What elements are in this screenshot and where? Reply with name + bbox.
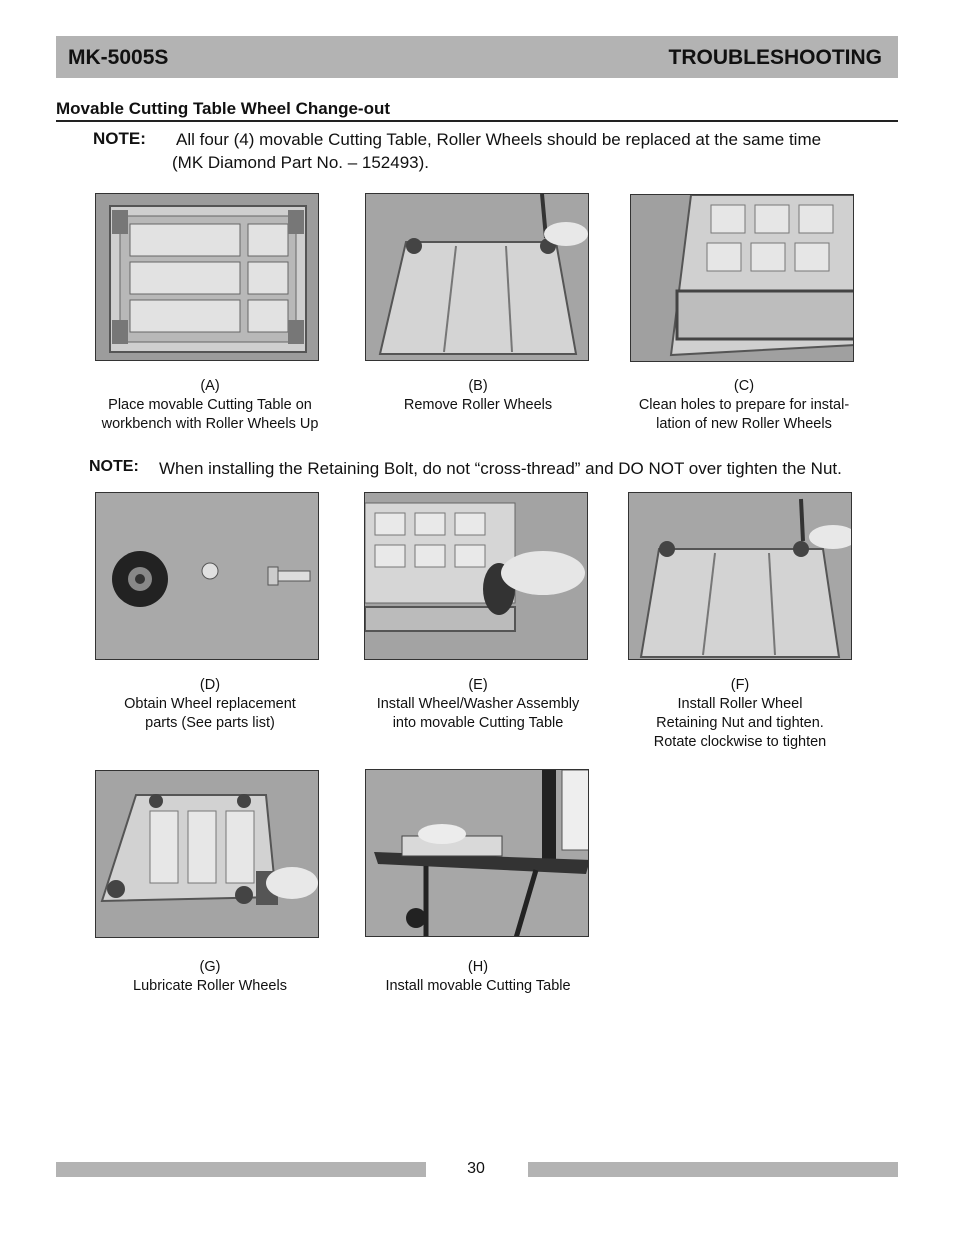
section-title: TROUBLESHOOTING	[668, 46, 882, 69]
caption-b	[348, 377, 608, 415]
caption-e	[348, 676, 608, 733]
caption-line: Remove Roller Wheels	[403, 397, 553, 413]
photo-f-tighten-nut	[628, 492, 852, 660]
step-letter: (G)	[199, 959, 221, 975]
note-line-2: (MK Diamond Part No. – 152493).	[172, 153, 430, 172]
step-letter: (H)	[467, 959, 489, 975]
caption-a	[80, 377, 340, 434]
page-header	[56, 36, 898, 78]
caption-f	[610, 676, 870, 752]
caption-line: Lubricate Roller Wheels	[133, 978, 287, 994]
model-name: MK-5005S	[68, 46, 169, 69]
note-label: NOTE:	[89, 458, 139, 475]
note-text: When installing the Retaining Bolt, do not “cross-thread” and DO NOT over tighten the Nut.	[159, 459, 842, 478]
note-label: NOTE:	[93, 129, 146, 148]
heading-rule	[56, 120, 898, 122]
step-letter: (F)	[730, 677, 750, 693]
caption-line: into movable Cutting Table	[392, 715, 564, 731]
footer-bar-left	[56, 1162, 426, 1177]
subsection-heading: Movable Cutting Table Wheel Change-out	[56, 99, 391, 118]
step-letter: (D)	[199, 677, 221, 693]
caption-line: Retaining Nut and tighten.	[656, 715, 824, 731]
caption-c	[614, 377, 874, 434]
caption-line: Clean holes to prepare for instal-	[638, 397, 850, 413]
photo-e-install-wheel	[364, 492, 588, 660]
caption-h	[348, 958, 608, 996]
caption-line: lation of new Roller Wheels	[656, 416, 832, 432]
footer-bar-right	[528, 1162, 898, 1177]
caption-line: Place movable Cutting Table on	[108, 397, 312, 413]
step-letter: (A)	[200, 378, 220, 394]
step-letter: (E)	[468, 677, 488, 693]
step-letter: (C)	[733, 378, 755, 394]
photo-d-wheel-parts	[95, 492, 319, 660]
photo-c-clean-holes	[630, 194, 854, 362]
caption-g	[80, 958, 340, 996]
caption-line: Install movable Cutting Table	[385, 978, 571, 994]
photo-g-lubricate	[95, 770, 319, 938]
caption-line: parts (See parts list)	[145, 715, 275, 731]
page-number: 30	[467, 1160, 485, 1177]
caption-line: Rotate clockwise to tighten	[653, 734, 827, 750]
caption-line: Obtain Wheel replacement	[124, 696, 296, 712]
photo-b-remove-wheels	[365, 193, 589, 361]
caption-line: workbench with Roller Wheels Up	[101, 416, 319, 432]
photo-a-table-upside-down	[95, 193, 319, 361]
caption-d	[80, 676, 340, 733]
caption-line: Install Wheel/Washer Assembly	[376, 696, 580, 712]
caption-line: Install Roller Wheel	[677, 696, 803, 712]
note-text	[172, 128, 902, 174]
note-line-1: All four (4) movable Cutting Table, Roller Wheels should be replaced at the same time	[176, 130, 822, 149]
step-letter: (B)	[468, 378, 488, 394]
photo-h-install-table	[365, 769, 589, 937]
